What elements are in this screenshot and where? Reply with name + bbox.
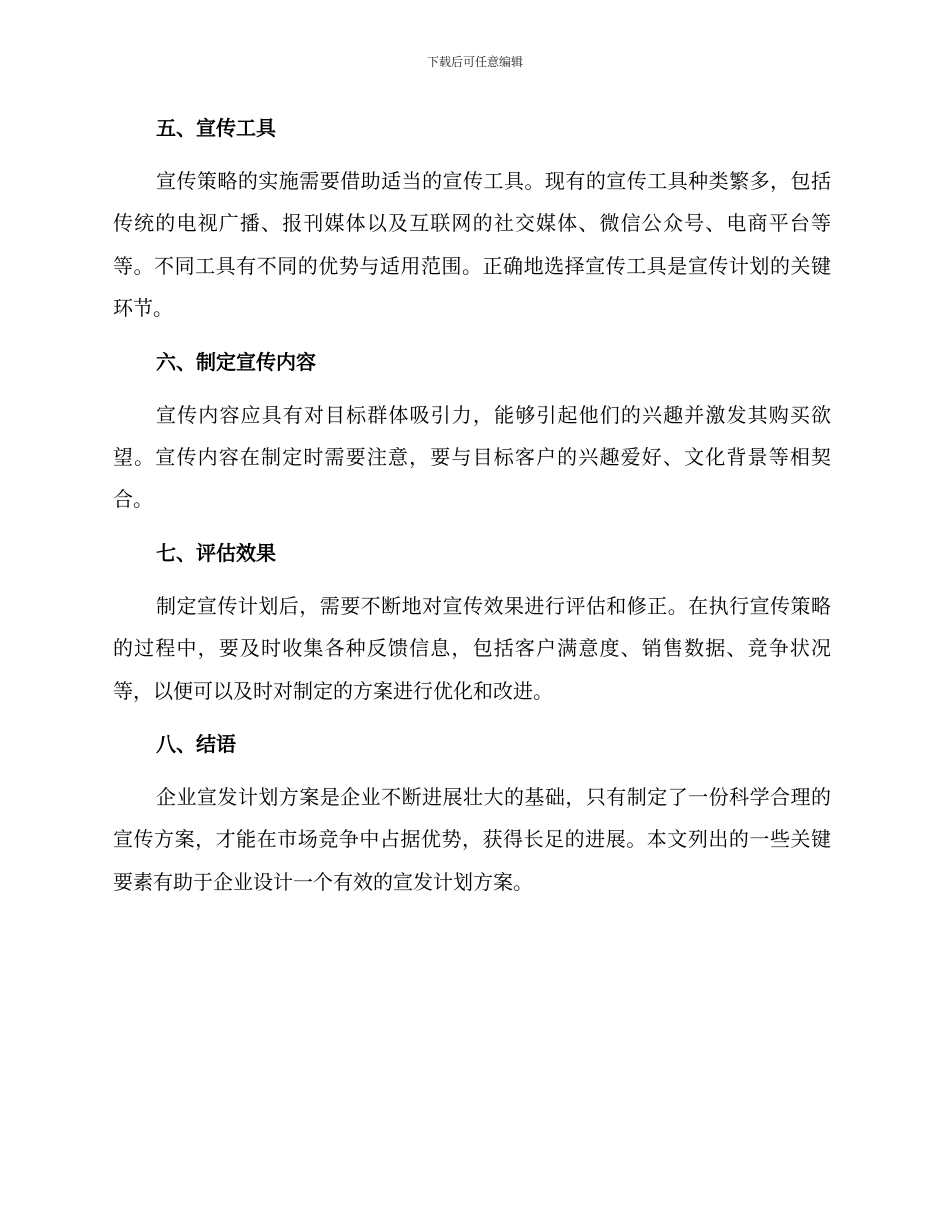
- section-heading-evaluation: 七、评估效果: [156, 540, 276, 565]
- document-body: [113, 108, 831, 903]
- section-heading-conclusion: 八、结语: [156, 732, 236, 757]
- header-note: 下载后可任意编辑: [426, 55, 523, 69]
- section-paragraph-tools: 宣传策略的实施需要借助适当的宣传工具。现有的宣传工具种类繁多，包括传统的电视广播、报刊媒体以及互联网的社交媒体、微信公众号、电商平台等等。不同工具有不同的优势与适用范围。正确地选择宣传工具是宣传计划的关键环节。: [113, 169, 831, 321]
- section-paragraph-content: 宣传内容应具有对目标群体吸引力，能够引起他们的兴趣并激发其购买欲望。宣传内容在制定时需要注意，要与目标客户的兴趣爱好、文化背景等相契合。: [113, 402, 831, 512]
- section-paragraph-evaluation: 制定宣传计划后，需要不断地对宣传效果进行评估和修正。在执行宣传策略的过程中，要及时收集各种反馈信息，包括客户满意度、销售数据、竞争状况等，以便可以及时对制定的方案进行优化和改进。: [113, 593, 831, 703]
- section-paragraph-conclusion: 企业宣发计划方案是企业不断进展壮大的基础，只有制定了一份科学合理的宣传方案，才能在市场竞争中占据优势，获得长足的进展。本文列出的一些关键要素有助于企业设计一个有效的宣发计划方案。: [113, 785, 831, 894]
- section-heading-content: 六、制定宣传内容: [156, 349, 316, 374]
- section-heading-tools: 五、宣传工具: [156, 116, 276, 140]
